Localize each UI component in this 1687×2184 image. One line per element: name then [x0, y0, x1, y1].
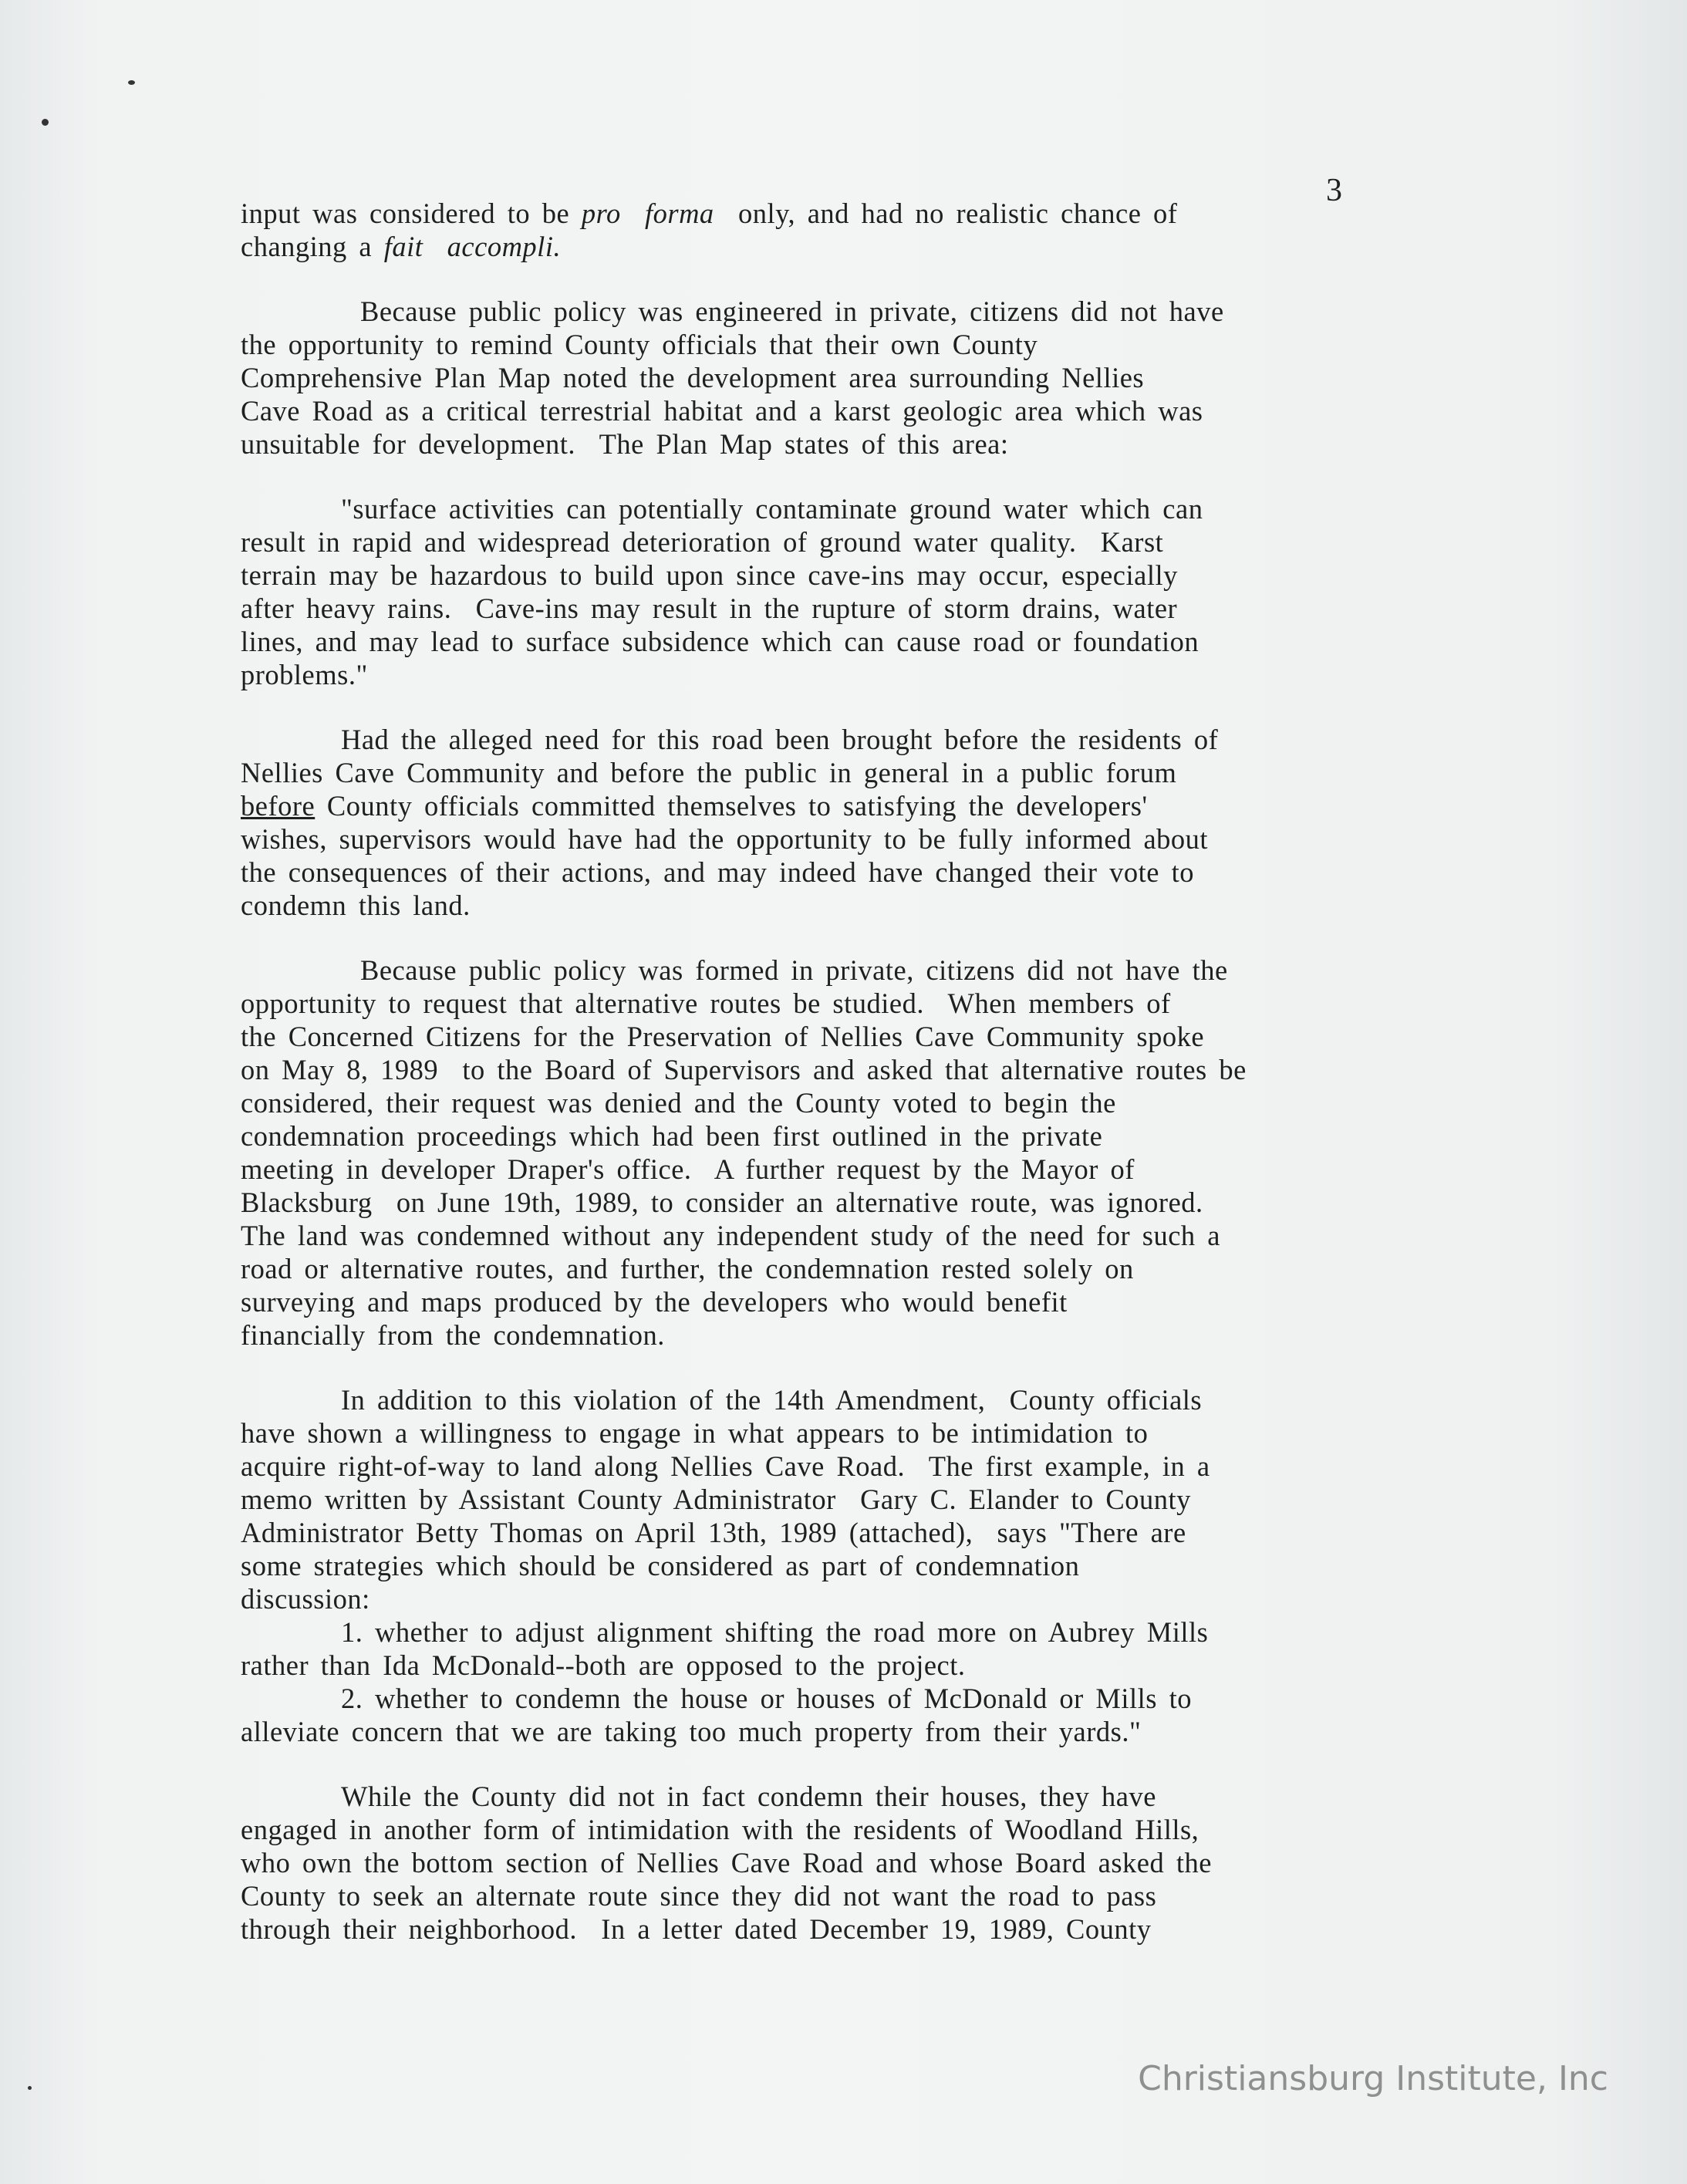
watermark: Christiansburg Institute, Inc [1138, 2059, 1608, 2098]
text-line: alleviate concern that we are taking too much property from their yards." [241, 1716, 1142, 1747]
text-line: condemnation proceedings which had been first outlined in the private [241, 1120, 1103, 1152]
text-line: the consequences of their actions, and may indeed have changed their vote to [241, 856, 1195, 888]
text-line: lines, and may lead to surface subsidence which can cause road or foundation [241, 626, 1199, 657]
dust-speck [42, 119, 49, 126]
text-line: the opportunity to remind County officials that their own County [241, 329, 1038, 360]
text-line: "surface activities can potentially contaminate ground water which can [341, 493, 1203, 525]
text-line: While the County did not in fact condemn their houses, they have [341, 1781, 1156, 1812]
text-line: Blacksburg on June 19th, 1989, to consider an alternative route, was ignored. [241, 1187, 1203, 1218]
text-line: road or alternative routes, and further, the condemnation rested solely on [241, 1253, 1134, 1284]
text-line: 2. whether to condemn the house or houses of McDonald or Mills to [341, 1683, 1193, 1714]
paragraph [241, 1780, 1444, 1946]
text-line: discussion: [241, 1583, 370, 1615]
text-line: Had the alleged need for this road been brought before the residents of [341, 724, 1219, 755]
text-line: meeting in developer Draper's office. A further request by the Mayor of [241, 1153, 1135, 1185]
paragraph [241, 295, 1444, 461]
text-line: before County officials committed themselves to satisfying the developers' [241, 790, 1148, 822]
text-line: considered, their request was denied and the County voted to begin the [241, 1087, 1116, 1119]
text-line: In addition to this violation of the 14th Amendment, County officials [341, 1384, 1203, 1416]
paragraph [241, 954, 1444, 1352]
text-line: on May 8, 1989 to the Board of Supervisors and asked that alternative routes be [241, 1054, 1247, 1085]
text-line: rather than Ida McDonald--both are opposed to the project. [241, 1649, 966, 1681]
page-number: 3 [1326, 173, 1342, 208]
document-body [241, 197, 1444, 1977]
text-line: unsuitable for development. The Plan Map states of this area: [241, 428, 1009, 460]
text-line: Cave Road as a critical terrestrial habitat and a karst geologic area which was [241, 395, 1203, 427]
text-line: through their neighborhood. In a letter dated December 19, 1989, County [241, 1913, 1152, 1945]
text-line: Comprehensive Plan Map noted the development area surrounding Nellies [241, 362, 1145, 393]
italic-text: pro forma [581, 197, 714, 229]
text-line: memo written by Assistant County Administrator Gary C. Elander to County [241, 1484, 1191, 1515]
text-line: wishes, supervisors would have had the opportunity to be fully informed about [241, 823, 1209, 855]
text-line: terrain may be hazardous to build upon since cave-ins may occur, especially [241, 559, 1178, 591]
text-line: 1. whether to adjust alignment shifting the road more on Aubrey Mills [341, 1616, 1209, 1648]
text-line: after heavy rains. Cave-ins may result in the rupture of storm drains, water [241, 592, 1178, 624]
italic-text: fait accompli. [383, 231, 562, 262]
text-line: result in rapid and widespread deterioration of ground water quality. Karst [241, 526, 1164, 558]
text-line: The land was condemned without any independent study of the need for such a [241, 1220, 1220, 1251]
text-line: who own the bottom section of Nellies Cave Road and whose Board asked the [241, 1847, 1212, 1879]
underlined-text: before [241, 790, 315, 822]
text-line: input was considered to be pro forma only, and had no realistic chance of [241, 197, 1178, 229]
text-line: problems." [241, 659, 368, 690]
text-line: engaged in another form of intimidation with the residents of Woodland Hills, [241, 1814, 1199, 1845]
text-line: opportunity to request that alternative routes be studied. When members of [241, 987, 1171, 1019]
paragraph [241, 492, 1444, 691]
text-line: Administrator Betty Thomas on April 13th, 1989 (attached), says "There are [241, 1517, 1186, 1548]
text-line: Because public policy was engineered in private, citizens did not have [360, 295, 1224, 327]
text-line: condemn this land. [241, 889, 471, 921]
text-line: have shown a willingness to engage in what appears to be intimidation to [241, 1417, 1149, 1449]
text-line: Because public policy was formed in private, citizens did not have the [360, 954, 1228, 986]
paragraph [241, 1383, 1444, 1748]
dust-speck [128, 80, 135, 85]
paragraph [241, 723, 1444, 922]
text-line: changing a fait accompli. [241, 231, 562, 262]
text-line: financially from the condemnation. [241, 1319, 665, 1351]
text-line: acquire right-of-way to land along Nellies Cave Road. The first example, in a [241, 1450, 1210, 1482]
dust-speck [28, 2086, 32, 2090]
text-line: County to seek an alternate route since they did not want the road to pass [241, 1880, 1157, 1912]
paragraph [241, 197, 1444, 263]
text-line: surveying and maps produced by the developers who would benefit [241, 1286, 1068, 1318]
text-line: the Concerned Citizens for the Preservation of Nellies Cave Community spoke [241, 1021, 1205, 1052]
text-line: Nellies Cave Community and before the public in general in a public forum [241, 757, 1177, 788]
text-line: some strategies which should be considered as part of condemnation [241, 1550, 1080, 1581]
